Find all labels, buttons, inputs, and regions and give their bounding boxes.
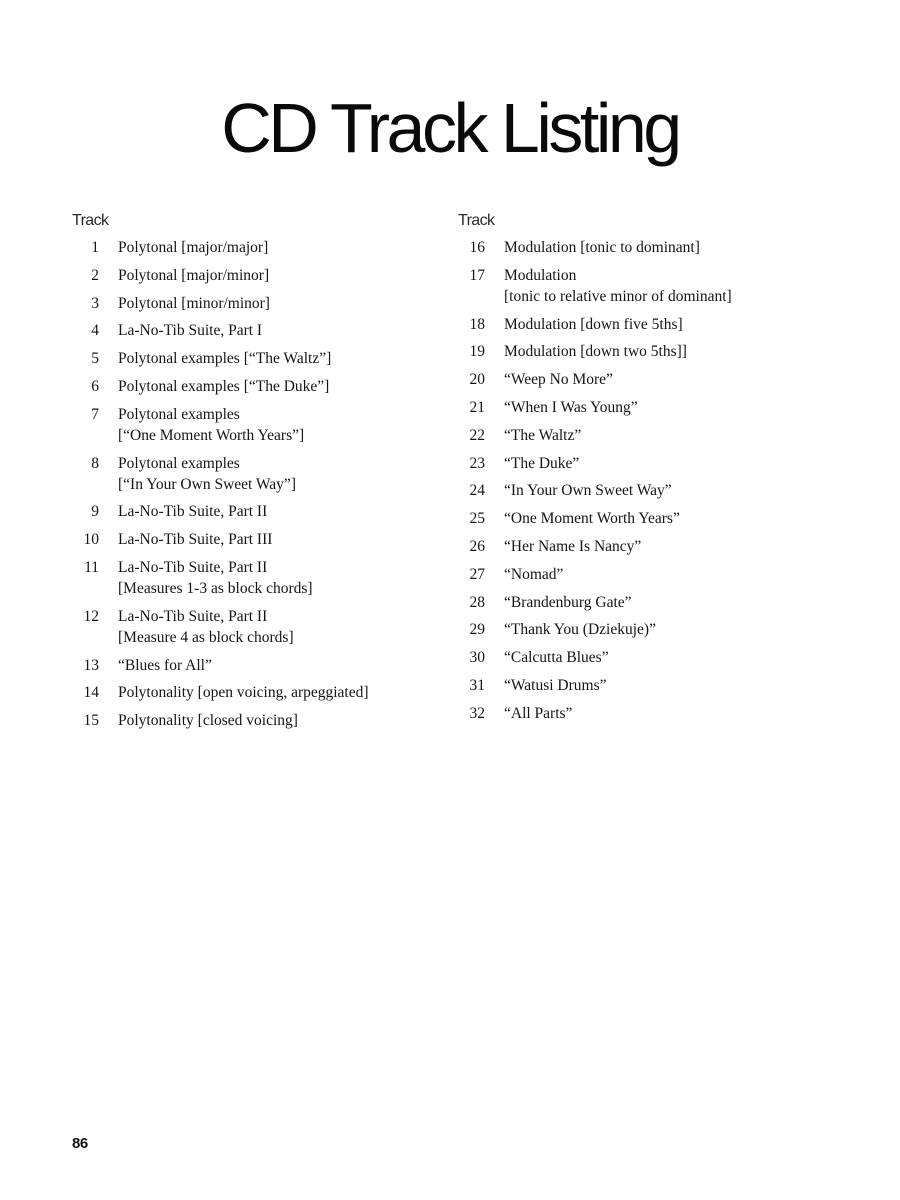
track-title: “One Moment Worth Years” — [504, 510, 680, 528]
track-item — [458, 536, 798, 557]
track-title: “Her Name Is Nancy” — [504, 537, 642, 555]
track-title: “The Waltz” — [504, 426, 582, 444]
track-number: 23 — [469, 454, 485, 472]
track-title: “The Duke” — [504, 454, 580, 472]
track-item — [458, 237, 798, 258]
track-number: 17 — [469, 266, 485, 284]
track-number: 5 — [91, 350, 99, 368]
track-number: 10 — [83, 531, 99, 549]
track-item — [458, 480, 798, 501]
track-number: 26 — [469, 537, 485, 555]
track-title: Polytonal examples [“The Duke”] — [118, 377, 330, 395]
track-number: 1 — [91, 239, 99, 256]
track-item — [72, 501, 432, 522]
track-number: 24 — [469, 482, 485, 500]
track-title: “Weep No More” — [504, 371, 613, 389]
track-number: 30 — [469, 649, 485, 667]
track-number: 20 — [469, 371, 485, 389]
track-title: La-No-Tib Suite, Part II [Measures 1-3 as block chords] — [118, 558, 313, 597]
track-item — [458, 397, 798, 418]
track-title: “Calcutta Blues” — [504, 649, 609, 667]
track-item — [458, 508, 798, 529]
track-item — [72, 606, 432, 648]
track-item — [72, 682, 432, 703]
track-title: Modulation [down two 5ths]] — [504, 343, 687, 361]
track-title: Modulation [down five 5ths] — [504, 315, 683, 333]
track-column-right — [458, 210, 798, 731]
track-item — [458, 265, 798, 307]
track-title: La-No-Tib Suite, Part I — [118, 322, 263, 340]
track-item — [72, 320, 432, 341]
track-item — [458, 564, 798, 585]
track-item — [72, 348, 432, 369]
track-item — [72, 557, 432, 599]
track-title: “In Your Own Sweet Way” — [504, 482, 672, 500]
track-title: La-No-Tib Suite, Part II [Measure 4 as block chords] — [118, 607, 294, 646]
track-number: 12 — [83, 607, 99, 625]
column-header: Track — [458, 212, 495, 229]
track-number: 6 — [91, 377, 99, 395]
track-list — [458, 237, 798, 724]
track-number: 27 — [469, 565, 485, 583]
track-item — [458, 703, 798, 724]
track-item — [72, 655, 432, 676]
track-number: 19 — [469, 343, 485, 361]
track-item — [72, 376, 432, 397]
track-title: Polytonal examples [“The Waltz”] — [118, 350, 332, 368]
track-number: 28 — [469, 593, 485, 611]
track-number: 18 — [469, 315, 485, 333]
track-number: 31 — [469, 676, 485, 694]
track-item — [72, 529, 432, 550]
track-number: 32 — [469, 704, 485, 722]
track-item — [72, 293, 432, 314]
track-item — [458, 675, 798, 696]
track-title: “All Parts” — [504, 704, 573, 722]
track-number: 22 — [469, 426, 485, 444]
track-number: 16 — [469, 239, 485, 256]
track-item — [72, 710, 432, 731]
track-column-left — [72, 210, 432, 738]
track-title: Polytonality [closed voicing] — [118, 712, 298, 730]
track-title: “Watusi Drums” — [504, 676, 607, 694]
track-item — [458, 369, 798, 390]
page-title: CD Track Listing — [221, 89, 679, 167]
track-title: Polytonal examples [“One Moment Worth Years”] — [118, 405, 305, 444]
track-title: “Blues for All” — [118, 656, 212, 674]
track-item — [458, 425, 798, 446]
track-title: Polytonality [open voicing, arpeggiated] — [118, 684, 369, 702]
track-number: 2 — [91, 266, 99, 284]
track-number: 4 — [91, 322, 99, 340]
track-number: 15 — [83, 712, 99, 730]
track-item — [458, 341, 798, 362]
track-number: 7 — [91, 405, 99, 423]
track-title: Polytonal [minor/minor] — [118, 294, 270, 312]
track-item — [72, 265, 432, 286]
track-number: 8 — [91, 454, 99, 472]
track-title: Polytonal [major/minor] — [118, 266, 270, 284]
track-list — [72, 237, 432, 731]
track-item — [72, 453, 432, 495]
track-title: La-No-Tib Suite, Part II — [118, 503, 268, 521]
track-number: 11 — [84, 558, 99, 576]
track-item — [72, 237, 432, 258]
track-number: 9 — [91, 503, 99, 521]
track-number: 25 — [469, 510, 485, 528]
track-number: 13 — [83, 656, 99, 674]
track-title: Modulation [tonic to relative minor of dominant] — [504, 266, 732, 305]
page-number: 86 — [72, 1135, 88, 1152]
track-title: La-No-Tib Suite, Part III — [118, 531, 273, 549]
track-title: Polytonal [major/major] — [118, 239, 269, 256]
track-number: 21 — [469, 398, 485, 416]
track-number: 3 — [91, 294, 99, 312]
track-title: Modulation [tonic to dominant] — [504, 239, 700, 256]
track-number: 29 — [469, 621, 485, 639]
track-number: 14 — [83, 684, 99, 702]
column-header: Track — [72, 212, 109, 229]
track-item — [458, 592, 798, 613]
track-item — [458, 314, 798, 335]
track-item — [458, 647, 798, 668]
track-title: Polytonal examples [“In Your Own Sweet Way”] — [118, 454, 296, 493]
track-item — [458, 453, 798, 474]
track-title: “Nomad” — [504, 565, 564, 583]
track-title: “Brandenburg Gate” — [504, 593, 632, 611]
track-item — [72, 404, 432, 446]
track-title: “Thank You (Dziekuje)” — [504, 621, 656, 639]
track-title: “When I Was Young” — [504, 398, 638, 416]
track-item — [458, 619, 798, 640]
